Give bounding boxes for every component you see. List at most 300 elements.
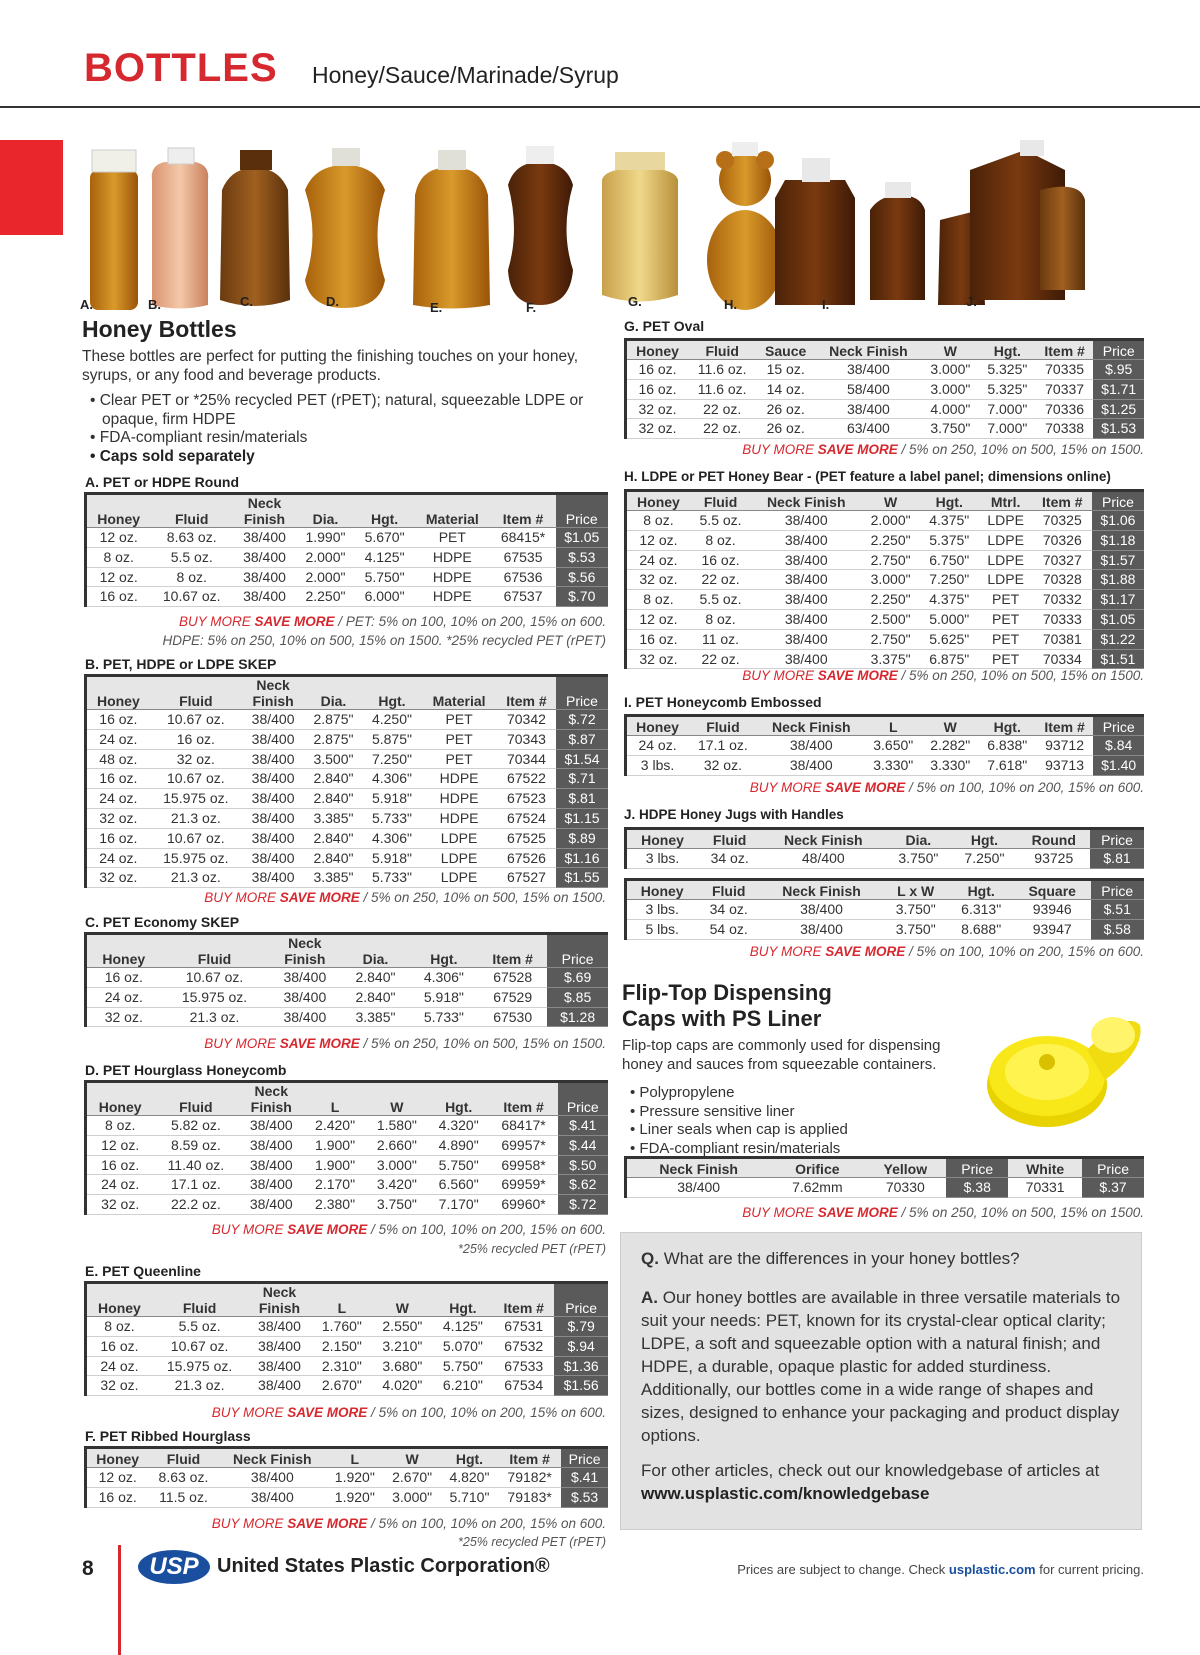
table-g-title: G. PET Oval [624,318,705,334]
table-cell: 68415* [491,528,556,548]
table-cell: 68417* [490,1116,558,1136]
column-header: Hgt. [428,1082,490,1116]
honey-intro-text: These bottles are perfect for putting the finishing touches on your honey, syrups, or any food and beverage products. [82,348,579,384]
price-cell: $.51 [1091,900,1145,920]
column-header: Price [558,1082,608,1116]
price-cell: $.79 [554,1317,608,1337]
table-row [626,550,1145,570]
table-j-square [624,878,1144,940]
table-cell: 6.750" [920,550,979,570]
column-header: Square [1014,880,1091,900]
column-header: Hgt. [979,716,1036,736]
table-cell: 11.40 oz. [153,1155,238,1175]
column-header: Fluid [148,1448,218,1468]
table-cell: 5.733" [363,868,422,888]
table-cell: 7.62mm [770,1178,864,1198]
buy-more-d: BUY MORE SAVE MORE / 5% on 100, 10% on 200, 15% on 600. [211,1222,606,1237]
column-header: Price [1092,491,1144,511]
table-cell: LDPE [979,511,1033,531]
table-cell: 67523 [497,789,556,809]
table-cell: 38/400 [268,987,341,1007]
bullet: • FDA-compliant resin/materials [102,429,602,448]
table-cell: 70343 [497,729,556,749]
honey-intro [82,316,602,466]
table-row [626,629,1145,649]
table-cell: 8.63 oz. [150,528,233,548]
table-cell: 5.750" [355,567,414,587]
table-row [86,567,609,587]
column-header: Orifice [770,1158,864,1178]
table-cell: 2.840" [341,968,409,988]
price-cell: $1.56 [554,1376,608,1396]
column-header: Dia. [304,676,363,710]
table-cell: 24 oz. [86,1356,152,1376]
table-cell: 38/400 [751,629,861,649]
red-tab-marker [0,140,63,235]
usplastic-link[interactable]: usplastic.com [948,1562,1036,1577]
table-cell: 5.5 oz. [150,547,233,567]
table-cell: 67533 [493,1356,554,1376]
price-cell: $.50 [558,1155,608,1175]
bullet: • FDA-compliant resin/materials [642,1140,982,1159]
table-cell: 3.420" [366,1175,428,1195]
table-cell: 10.67 oz. [161,968,269,988]
buy-more-a1: BUY MORE SAVE MORE / PET: 5% on 100, 10% on 200, 15% on 600. [179,614,606,629]
table-cell: 2.750" [861,629,920,649]
table-h-title: H. LDPE or PET Honey Bear - (PET feature a label panel; dimensions online) [624,469,1111,484]
table-cell: 8 oz. [690,609,751,629]
price-cell: $.95 [1093,360,1144,380]
table-cell: 38/400 [242,848,304,868]
photo-label-c: C. [240,294,253,309]
table-cell: 24 oz. [86,848,150,868]
column-header: Neck Finish [815,340,922,360]
table-cell: 8 oz. [86,1116,154,1136]
column-header: Neck Finish [758,716,865,736]
column-header: W [383,1448,440,1468]
table-cell: 12 oz. [626,530,690,550]
table-cell: 4.020" [372,1376,433,1396]
column-header: W [861,491,920,511]
price-cell: $1.05 [556,528,608,548]
table-row [626,1178,1145,1198]
page-number: 8 [82,1557,94,1580]
table-cell: 38/400 [242,729,304,749]
column-header: Fluid [697,880,760,900]
price-cell: $1.71 [1093,379,1144,399]
column-header: Neck Finish [242,676,304,710]
price-cell: $1.05 [1092,609,1144,629]
table-cell: 3.750" [922,419,979,439]
table-cell: 3.385" [304,868,363,888]
table-cell: 16 oz. [86,769,150,789]
column-header: Price [1091,880,1145,900]
table-row [626,649,1145,669]
table-cell: 1.990" [296,528,355,548]
column-header: Yellow [864,1158,946,1178]
column-header: Material [414,494,490,528]
column-header: Fluid [688,716,758,736]
photo-label-h: H. [724,297,737,312]
table-cell: 24 oz. [86,1175,154,1195]
table-cell: 7.250" [951,849,1017,869]
table-cell: 2.840" [304,769,363,789]
table-h [624,489,1144,669]
table-cell: 93946 [1014,900,1091,920]
column-header: Neck Finish [760,880,883,900]
table-cell: 14 oz. [756,379,815,399]
table-cell: 38/400 [758,755,865,775]
qa-box [620,1232,1142,1530]
column-header: Price [547,934,608,968]
table-cell: 16 oz. [86,587,151,607]
price-cell: $.71 [556,769,608,789]
table-cell: 3.385" [304,808,363,828]
table-cell: 11.5 oz. [148,1487,218,1507]
table-cell: PET [421,729,497,749]
column-header: Item # [491,494,556,528]
table-c-title: C. PET Economy SKEP [85,914,240,930]
table-cell: 22 oz. [690,649,751,669]
table-cell: 3.330" [922,755,979,775]
table-cell: 38/400 [268,1007,341,1027]
table-cell: 3.500" [304,749,363,769]
column-header: Price [1093,716,1144,736]
table-cell: 67528 [478,968,547,988]
table-e [84,1281,608,1396]
table-cell: 6.000" [355,587,414,607]
table-i [624,714,1144,776]
column-header: Neck Finish [247,1283,311,1317]
table-d-title: D. PET Hourglass Honeycomb [85,1062,287,1078]
table-row [86,987,609,1007]
table-cell: 70326 [1033,530,1092,550]
column-header: Dia. [885,829,951,849]
bottle-illustrations [80,140,1140,312]
table-row [626,511,1145,531]
table-cell: 6.560" [428,1175,490,1195]
column-header: Item # [490,1082,558,1116]
table-cell: 32 oz. [626,419,689,439]
table-cell: 67529 [478,987,547,1007]
table-cell: 16 oz. [626,379,689,399]
photo-label-j: J. [966,294,977,309]
table-cell: 2.420" [304,1116,366,1136]
answer: A. Our honey bottles are available in three versatile materials to suit your needs: PET, known for its crystal-clear optical clarity; LDPE, a soft and squeezable option with a natural finish; and HDPE, a durable, opaque plastic for added sturdiness. Additionally, our bottles come in a wide range of shapes and sizes, designed to enhance your packaging and product display options. [641,1288,1121,1445]
price-cell: $.89 [556,828,608,848]
table-cell: 7.000" [979,419,1036,439]
table-cell: PET [979,609,1033,629]
table-cell: LDPE [421,828,497,848]
table-cell: 15.975 oz. [152,1356,247,1376]
table-header-row [86,676,609,710]
table-cell: 38/400 [219,1468,327,1488]
table-cell: 70334 [1033,649,1092,669]
table-row [86,528,609,548]
price-cell: $.72 [556,710,608,730]
table-cell: 38/400 [751,511,861,531]
table-cell: 2.150" [312,1336,373,1356]
table-row [626,736,1145,756]
bottle-i [775,180,855,305]
table-cell: 16 oz. [86,1487,149,1507]
photo-label-d: D. [326,294,339,309]
table-cell: 3.375" [861,649,920,669]
table-cell: 67531 [493,1317,554,1337]
column-header: Neck Finish [238,1082,304,1116]
price-cell: $.53 [561,1487,608,1507]
table-cell: 8 oz. [626,511,690,531]
table-cell: 3.000" [383,1487,440,1507]
table-row [626,379,1145,399]
table-header-row [626,880,1145,900]
column-header: Material [421,676,497,710]
table-cell: 38/400 [815,360,922,380]
price-cell: $1.25 [1093,399,1144,419]
table-cell: 38/400 [758,736,865,756]
column-header: Item # [1033,491,1092,511]
table-cell: 70338 [1036,419,1094,439]
table-row [86,1135,609,1155]
table-cell: 16 oz. [86,828,150,848]
table-row [86,1007,609,1027]
column-header: L [865,716,922,736]
table-cell: PET [979,649,1033,669]
table-row [86,1116,609,1136]
column-header: Fluid [690,491,751,511]
column-header: Honey [86,1283,152,1317]
price-cell: $.81 [1090,849,1144,869]
column-header: Hgt. [441,1448,498,1468]
price-cell: $1.16 [556,848,608,868]
price-cell: $.72 [558,1195,608,1215]
table-cell: 69959* [490,1175,558,1195]
table-cell: 2.840" [304,789,363,809]
table-cell: 5.375" [920,530,979,550]
column-header: Hgt. [948,880,1013,900]
table-cell: 17.1 oz. [153,1175,238,1195]
recycled-note-f: *25% recycled PET (rPET) [458,1535,606,1549]
honey-bullets [99,392,602,466]
table-cell: 8.59 oz. [153,1135,238,1155]
table-cell: 38/400 [751,609,861,629]
price-cell: $.44 [558,1135,608,1155]
table-a-title: A. PET or HDPE Round [85,474,239,490]
table-cell: 5.000" [920,609,979,629]
column-header: Hgt. [410,934,478,968]
table-cell: PET [979,629,1033,649]
table-cell: 7.618" [979,755,1036,775]
table-cell: 12 oz. [626,609,690,629]
table-cell: 4.125" [433,1317,494,1337]
buy-more-b: BUY MORE SAVE MORE / 5% on 250, 10% on 500, 15% on 1500. [204,890,606,905]
table-cell: 38/400 [626,1178,771,1198]
table-row [86,1195,609,1215]
table-cell: 21.3 oz. [161,1007,269,1027]
table-cell: 2.000" [861,511,920,531]
table-cell: 4.000" [922,399,979,419]
table-row [626,919,1145,939]
photo-label-i: I. [822,297,830,312]
table-cell: 1.920" [326,1468,383,1488]
column-header: Mtrl. [979,491,1033,511]
table-header-row [86,934,609,968]
column-header: L x W [883,880,948,900]
table-cell: 24 oz. [86,729,150,749]
buy-more-i: BUY MORE SAVE MORE / 5% on 100, 10% on 200, 15% on 600. [749,780,1144,795]
price-cell: $.69 [547,968,608,988]
table-row [86,868,609,888]
table-cell: 7.250" [363,749,422,769]
column-header: Fluid [150,494,233,528]
table-cell: 16 oz. [150,729,242,749]
column-header: Honey [626,829,699,849]
table-cell: 7.250" [920,570,979,590]
table-cell: 26 oz. [756,399,815,419]
table-cell: 8 oz. [626,590,690,610]
column-header: Fluid [150,676,242,710]
table-cell: 15.975 oz. [150,848,242,868]
knowledgebase-text: For other articles, check out our knowledgebase of articles at [641,1461,1100,1480]
table-cell: 38/400 [247,1336,311,1356]
table-cell: 5.750" [433,1356,494,1376]
recycled-note-d: *25% recycled PET (rPET) [458,1242,606,1256]
usp-logo: USP [138,1550,210,1584]
column-header: W [922,716,979,736]
table-header-row [626,340,1145,360]
table-cell: 38/400 [233,528,296,548]
table-cell: 8 oz. [690,530,751,550]
table-f-title: F. PET Ribbed Hourglass [85,1428,251,1444]
price-cell: $.81 [556,789,608,809]
table-b-title: B. PET, HDPE or LDPE SKEP [85,656,277,672]
table-cell: 5.670" [355,528,414,548]
table-cell: 32 oz. [150,749,242,769]
knowledgebase-link[interactable]: www.usplastic.com/knowledgebase [641,1484,930,1503]
table-cell: 4.820" [441,1468,498,1488]
table-cell: 38/400 [815,399,922,419]
table-cell: 3.000" [861,570,920,590]
table-cell: 32 oz. [86,1007,161,1027]
flip-top-section [622,980,982,1158]
buy-more-c: BUY MORE SAVE MORE / 5% on 250, 10% on 500, 15% on 1500. [204,1036,606,1051]
table-cell: 2.670" [312,1376,373,1396]
column-header: Item # [498,1448,561,1468]
table-cell: 5.070" [433,1336,494,1356]
table-cell: 10.67 oz. [152,1336,247,1356]
table-cell: 3.750" [883,900,948,920]
table-row [86,729,609,749]
table-cell: 4.306" [410,968,478,988]
table-cell: 32 oz. [626,570,690,590]
table-cell: 70337 [1036,379,1094,399]
table-cell: 67535 [491,547,556,567]
column-header: Round [1017,829,1090,849]
table-cell: 38/400 [242,808,304,828]
bottle-a [90,170,138,310]
table-cell: 79182* [498,1468,561,1488]
table-cell: 38/400 [242,828,304,848]
page-footer [0,1545,1200,1655]
table-cell: 2.875" [304,729,363,749]
table-row [86,1155,609,1175]
table-cell: 10.67 oz. [150,769,242,789]
table-cell: 70328 [1033,570,1092,590]
table-cell: 16 oz. [86,968,161,988]
table-cell: 16 oz. [690,550,751,570]
table-cell: 38/400 [242,789,304,809]
table-cell: 70344 [497,749,556,769]
table-cell: HDPE [414,587,490,607]
table-cell: 6.838" [979,736,1036,756]
table-row [626,530,1145,550]
table-row [626,849,1145,869]
table-cell: 5.325" [979,360,1036,380]
table-cell: 38/400 [238,1175,304,1195]
table-j-round [624,827,1144,869]
table-cell: 38/400 [751,649,861,669]
table-row [86,808,609,828]
flip-title-1: Flip-Top Dispensing [622,980,832,1005]
table-cell: 15 oz. [756,360,815,380]
table-cell: 7.000" [979,399,1036,419]
table-cell: 5.710" [441,1487,498,1507]
table-cell: LDPE [421,868,497,888]
table-cell: 17.1 oz. [688,736,758,756]
table-cell: 8 oz. [86,547,151,567]
table-cell: 1.900" [304,1135,366,1155]
table-cell: 67537 [491,587,556,607]
table-cell: 22 oz. [688,399,756,419]
table-cell: 54 oz. [697,919,760,939]
table-header-row [86,1283,609,1317]
table-cell: 4.890" [428,1135,490,1155]
table-cell: 2.282" [922,736,979,756]
table-cell: 8.63 oz. [148,1468,218,1488]
table-header-row [626,716,1145,736]
table-a [84,492,608,607]
table-cell: 3.750" [883,919,948,939]
table-cell: 70331 [1008,1178,1082,1198]
flip-cap-image [975,990,1150,1140]
price-cell: $1.88 [1092,570,1144,590]
table-cell: 69957* [490,1135,558,1155]
column-header: Neck Finish [219,1448,327,1468]
table-cell: 70333 [1033,609,1092,629]
table-row [86,769,609,789]
price-cell: $1.28 [547,1007,608,1027]
price-cell: $1.51 [1092,649,1144,669]
price-cell: $.41 [558,1116,608,1136]
page-header [0,0,1200,108]
column-header: Honey [626,880,698,900]
column-header: Neck Finish [751,491,861,511]
column-header: W [366,1082,428,1116]
table-cell: 2.000" [296,547,355,567]
buy-more-f: BUY MORE SAVE MORE / 5% on 100, 10% on 200, 15% on 600. [211,1516,606,1531]
table-cell: 38/400 [751,570,861,590]
table-cell: HDPE [421,808,497,828]
column-header: Price [561,1448,608,1468]
table-row [86,1356,609,1376]
column-header: Price [1093,340,1144,360]
table-cell: 32 oz. [688,755,758,775]
column-header: Hgt. [363,676,422,710]
table-cell: 79183* [498,1487,561,1507]
table-cell: 5.733" [410,1007,478,1027]
column-header: Honey [86,1082,154,1116]
price-cell: $1.36 [554,1356,608,1376]
